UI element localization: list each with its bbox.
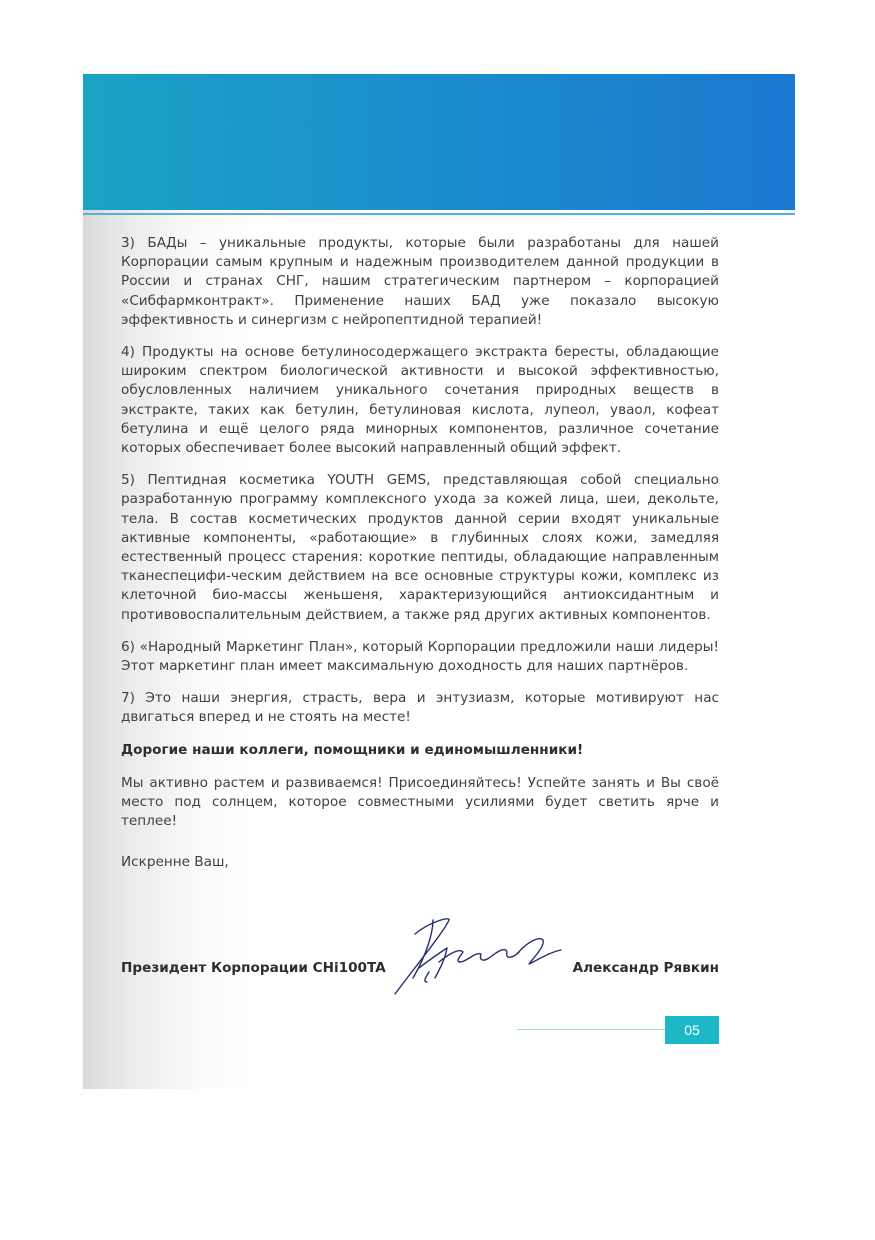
document-page	[83, 74, 795, 1089]
paragraph-5: 5) Пептидная косметика YOUTH GEMS, представляющая собой специально разработанную программу комплексного ухода за кожей лица, шеи, декольте, тела. В состав косметических продуктов данной серии входят уникальные активные компоненты, «работающие» в глубинных слоях кожи, замедляя естественный процесс старения: короткие пептиды, обладающие направленным тканеспецифи-ческим действием на все основные структуры кожи, комплекс из клеточной био-массы женьшеня, характеризующийся антиоксидантным и противовоспалительным действием, а также ряд других активных компонентов.	[121, 472, 719, 623]
paragraph-7: 7) Это наши энергия, страсть, вера и энтузиазм, которые мотивируют нас двигаться вперед и не стоять на месте!	[121, 690, 719, 726]
signature-icon	[389, 912, 579, 998]
letter-body	[121, 234, 719, 872]
president-title: Президент Корпорации CHi100TA	[121, 960, 386, 976]
greeting-heading: Дорогие наши коллеги, помощники и единомышленники!	[121, 741, 584, 758]
appeal-paragraph: Мы активно растем и развиваемся! Присоединяйтесь! Успейте занять и Вы своё место под солнцем, которое совместными усилиями будет светить ярче и теплее!	[121, 774, 719, 830]
closing-line: Искренне Ваш,	[121, 854, 229, 871]
paragraph-4: 4) Продукты на основе бетулиносодержащего экстракта бересты, обладающие широким спектром биологической активности и высокой эффективностью, обусловленных наличием уникального сочетания природных веществ в экстракте, таких как бетулин, бетулиновая кислота, лупеол, уваол, кофеат бетулина и ещё целого ряда минорных компонентов, различное сочетание которых обеспечивает более высокий направленный общий эффект.	[121, 344, 719, 457]
paragraph-3: 3) БАДы – уникальные продукты, которые были разработаны для нашей Корпорации самым крупным и надежным производителем данной продукции в России и странах СНГ, нашим стратегическим партнером – корпорацией «Сибфармконтракт». Применение наших БАД уже показало высокую эффективность и синергизм с нейропептидной терапией!	[121, 235, 719, 328]
footer-divider	[517, 1029, 665, 1030]
paragraph-6: 6) «Народный Маркетинг План», который Корпорации предложили наши лидеры! Этот маркетинг план имеет максимальную доходность для наших партнёров.	[121, 638, 719, 675]
signature-row	[121, 960, 719, 982]
signer-name: Александр Рявкин	[572, 960, 719, 976]
page-number: 05	[665, 1016, 719, 1044]
header-banner	[83, 74, 795, 210]
banner-divider	[83, 213, 795, 215]
